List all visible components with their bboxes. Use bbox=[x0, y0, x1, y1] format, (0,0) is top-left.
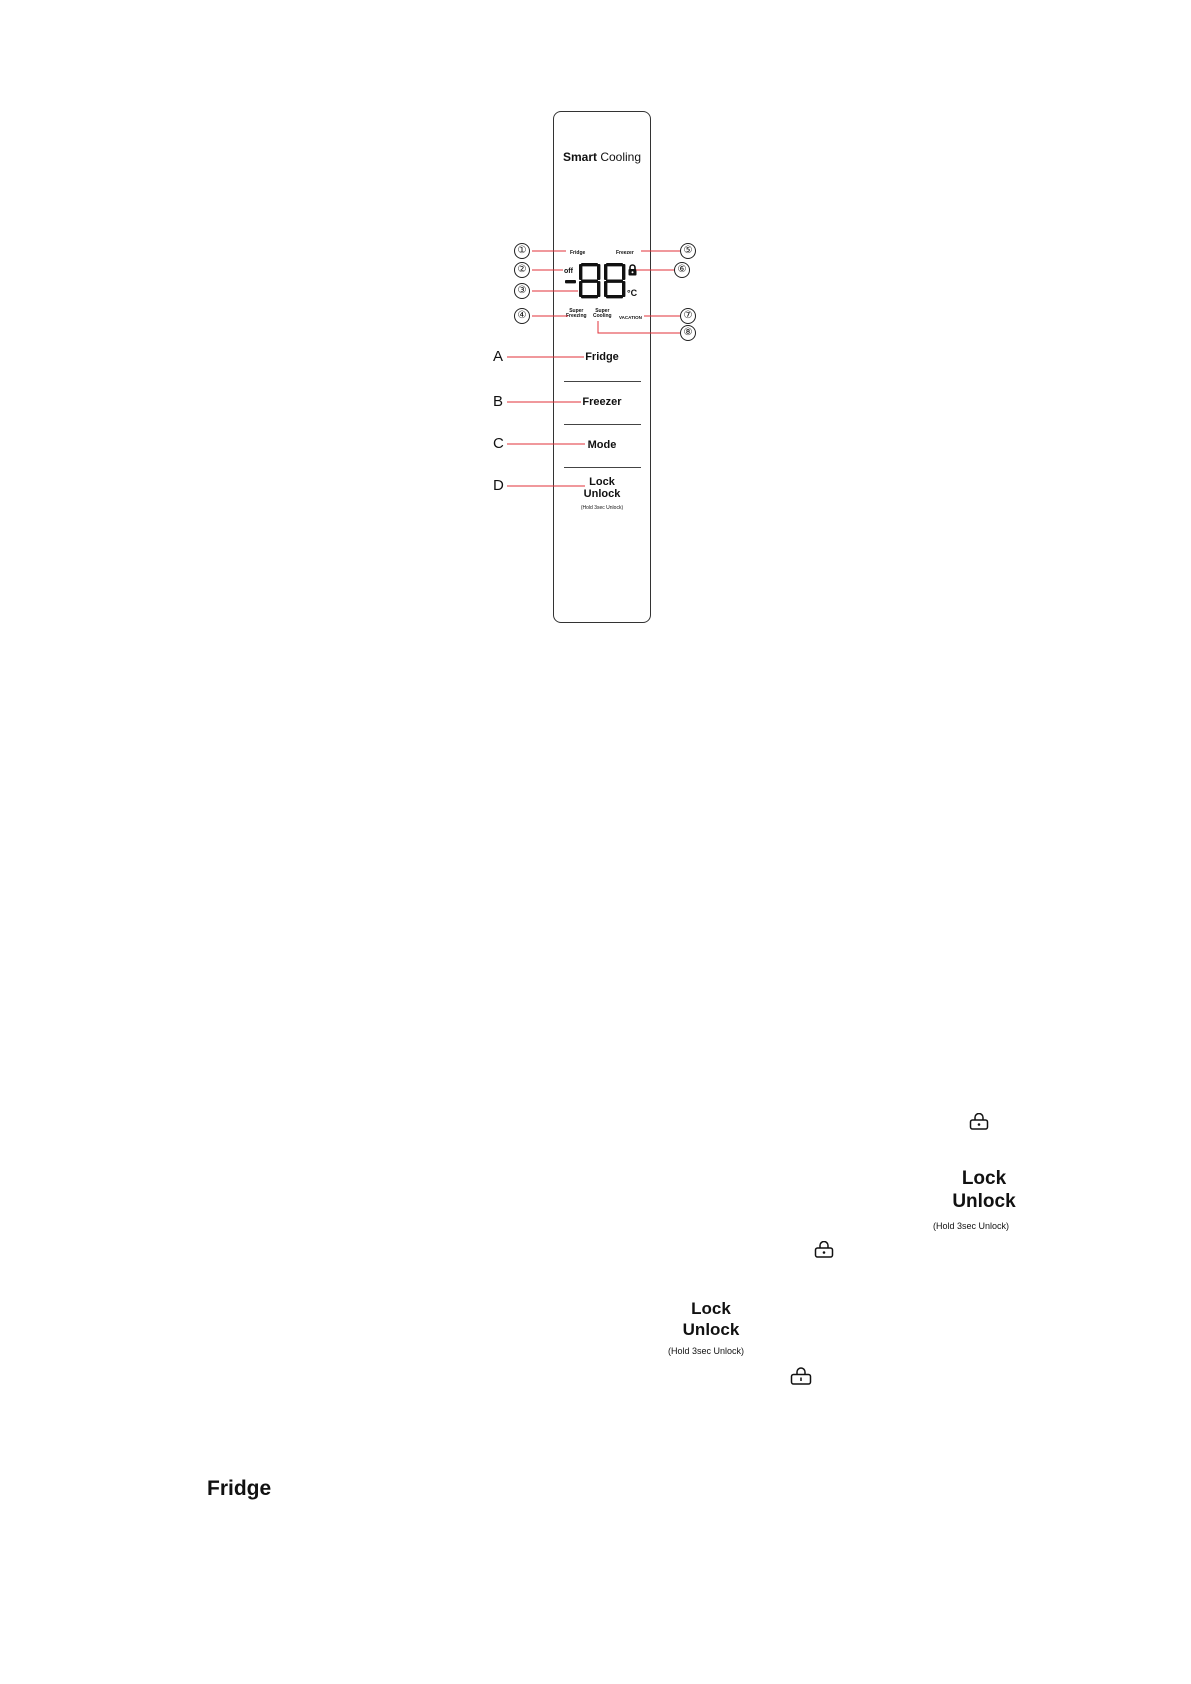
callout-b: B bbox=[493, 393, 504, 410]
mode-button[interactable]: Mode bbox=[587, 439, 617, 451]
vacation-indicator: VACATION bbox=[619, 315, 642, 320]
lock-text: Lock bbox=[961, 1168, 1007, 1189]
callout-6: ⑥ bbox=[674, 262, 690, 278]
celsius-unit: °C bbox=[627, 288, 638, 298]
callout-1: ① bbox=[514, 243, 530, 259]
super-cooling-line1: Super bbox=[595, 308, 610, 314]
callout-c: C bbox=[493, 435, 504, 452]
lock-text: Lock bbox=[691, 1299, 731, 1318]
super-freezing-line1: Super bbox=[569, 308, 584, 314]
lock-unlock-label bbox=[676, 1298, 746, 1340]
super-cooling-line2: Cooling bbox=[593, 313, 612, 319]
lock-icon bbox=[790, 1367, 812, 1386]
freezer-indicator: Freezer bbox=[616, 250, 634, 256]
callout-3: ③ bbox=[514, 283, 530, 299]
unlock-text: Unlock bbox=[682, 1320, 740, 1339]
callout-lines bbox=[0, 0, 1191, 700]
freezer-button[interactable]: Freezer bbox=[582, 396, 622, 408]
fridge-button[interactable]: Fridge bbox=[585, 351, 619, 363]
unlock-text: Unlock bbox=[952, 1191, 1016, 1212]
hold-note: (Hold 3sec Unlock) bbox=[933, 1221, 1010, 1231]
hold-note: (Hold 3sec Unlock) bbox=[580, 505, 624, 511]
brand-regular: Cooling bbox=[600, 150, 642, 164]
callout-8: ⑧ bbox=[680, 325, 696, 341]
unlock-label: Unlock bbox=[583, 488, 621, 500]
callout-7: ⑦ bbox=[680, 308, 696, 324]
callout-4: ④ bbox=[514, 308, 530, 324]
lock-unlock-label bbox=[944, 1167, 1024, 1213]
fridge-heading: Fridge bbox=[207, 1477, 272, 1500]
lock-icon bbox=[814, 1241, 834, 1259]
callout-a: A bbox=[493, 348, 504, 365]
hold-note: (Hold 3sec Unlock) bbox=[668, 1346, 745, 1356]
callout-5: ⑤ bbox=[680, 243, 696, 259]
super-freezing-line2: Freezing bbox=[566, 313, 587, 319]
brand-bold: Smart bbox=[562, 150, 597, 164]
lock-icon bbox=[969, 1113, 989, 1131]
fridge-indicator: Fridge bbox=[570, 250, 586, 256]
lock-label: Lock bbox=[589, 476, 615, 488]
callout-2: ② bbox=[514, 262, 530, 278]
off-indicator: off bbox=[564, 268, 573, 275]
callout-d: D bbox=[493, 477, 504, 494]
callout-line-8 bbox=[598, 321, 680, 333]
